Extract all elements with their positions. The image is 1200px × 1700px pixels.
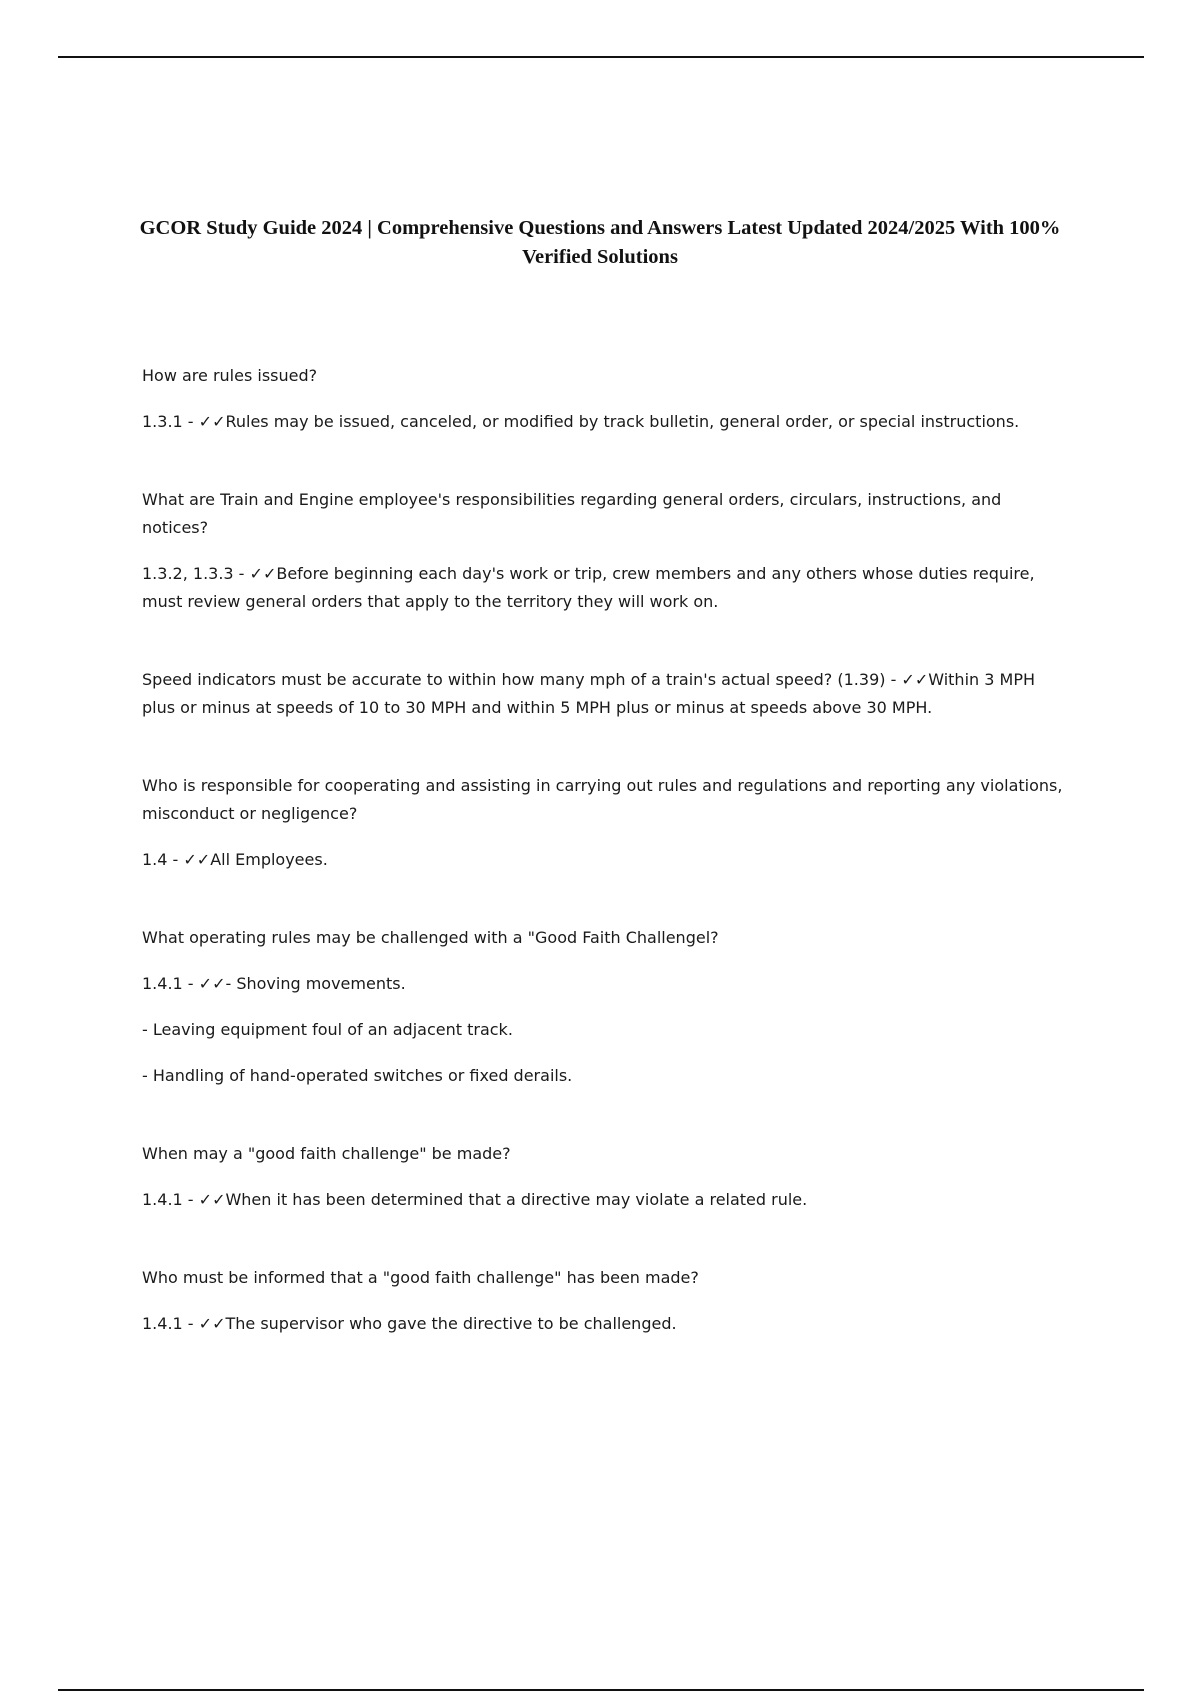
question-1: How are rules issued? bbox=[142, 366, 318, 385]
answer-5-line-3: - Handling of hand-operated switches or fixed derails. bbox=[142, 1066, 573, 1085]
document-title: GCOR Study Guide 2024 | Comprehensive Questions and Answers Latest Updated 2024/2025 With 100% Verified Solutions bbox=[139, 217, 1061, 268]
qa-item-6 bbox=[142, 1140, 1072, 1214]
question-7: Who must be informed that a "good faith challenge" has been made? bbox=[142, 1268, 699, 1287]
answer-5: 1.4.1 - ✓✓- Shoving movements. bbox=[142, 974, 406, 993]
question-4: Who is responsible for cooperating and assisting in carrying out rules and regulations and reporting any violations, misconduct or negligence? bbox=[142, 776, 1063, 823]
top-rule-line bbox=[58, 56, 1144, 58]
question-5: What operating rules may be challenged with a "Good Faith Challengel? bbox=[142, 928, 719, 947]
question-answer-3: Speed indicators must be accurate to within how many mph of a train's actual speed? (1.39) - ✓✓Within 3 MPH plus or minus at speeds of 10 to 30 MPH and within 5 MPH plus or minus at speeds above 30 MPH. bbox=[142, 670, 1035, 717]
answer-4: 1.4 - ✓✓All Employees. bbox=[142, 850, 328, 869]
qa-item-2 bbox=[142, 486, 1072, 616]
answer-5-line-2: - Leaving equipment foul of an adjacent track. bbox=[142, 1020, 513, 1039]
bottom-rule-line bbox=[58, 1689, 1144, 1691]
qa-item-4 bbox=[142, 772, 1072, 874]
qa-list bbox=[142, 362, 1072, 1338]
qa-item-5 bbox=[142, 924, 1072, 1090]
qa-item-1 bbox=[142, 362, 1072, 436]
qa-item-3 bbox=[142, 666, 1072, 722]
question-6: When may a "good faith challenge" be made? bbox=[142, 1144, 511, 1163]
answer-6: 1.4.1 - ✓✓When it has been determined that a directive may violate a related rule. bbox=[142, 1190, 808, 1209]
answer-7: 1.4.1 - ✓✓The supervisor who gave the directive to be challenged. bbox=[142, 1314, 677, 1333]
answer-1: 1.3.1 - ✓✓Rules may be issued, canceled, or modified by track bulletin, general order, or special instructions. bbox=[142, 412, 1020, 431]
question-2: What are Train and Engine employee's responsibilities regarding general orders, circulars, instructions, and notices? bbox=[142, 490, 1002, 537]
answer-2: 1.3.2, 1.3.3 - ✓✓Before beginning each day's work or trip, crew members and any others whose duties require, must review general orders that apply to the territory they will work on. bbox=[142, 564, 1035, 611]
qa-item-7 bbox=[142, 1264, 1072, 1338]
